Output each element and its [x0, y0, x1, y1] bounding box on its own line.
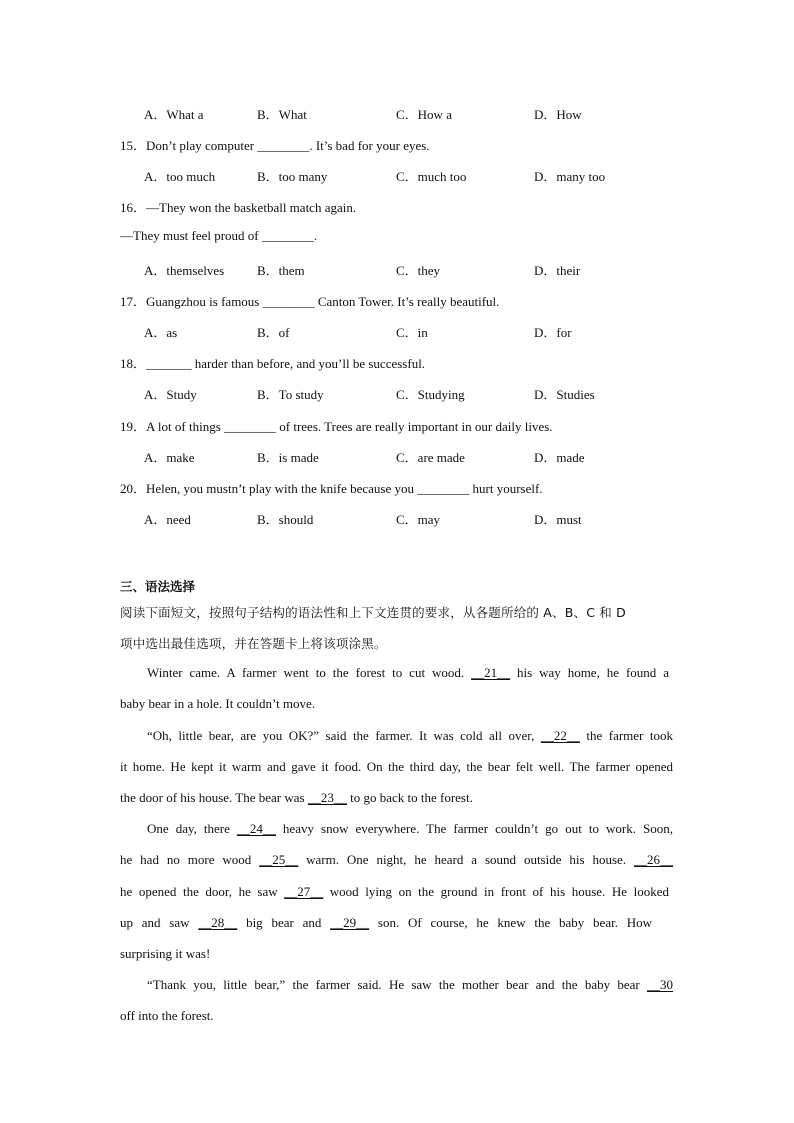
- passage-line: [147, 728, 673, 744]
- passage-text: wood lying on the ground in front of his house. He looked: [323, 884, 669, 899]
- passage-line: [120, 915, 652, 931]
- passage-text: his way home, he found a: [510, 665, 669, 680]
- passage-text: up and saw: [120, 915, 199, 930]
- question-stem-reply: —They must feel proud of ________.: [120, 228, 318, 243]
- answer-option: B．them: [257, 263, 305, 278]
- passage-text: “Oh, little bear, are you OK?” said the farmer. It was cold all over,: [147, 728, 541, 743]
- passage-line: [120, 790, 473, 806]
- answer-blank: __21__: [471, 665, 511, 680]
- answer-option: A．need: [144, 512, 191, 527]
- section-instruction: 项中选出最佳选项，并在答题卡上将该项涂黑。: [120, 636, 387, 651]
- answer-option: C．they: [396, 263, 441, 278]
- answer-option: D．must: [534, 512, 582, 527]
- answer-option: A．themselves: [144, 263, 225, 278]
- question-stem: 19．A lot of things ________ of trees. Trees are really important in our daily lives.: [120, 419, 553, 434]
- answer-blank: __28__: [198, 915, 238, 930]
- q14-option: D．How: [534, 107, 582, 122]
- q14-option: B．What: [257, 107, 307, 122]
- answer-option: B．should: [257, 512, 314, 527]
- answer-option: B．too many: [257, 169, 328, 184]
- passage-text: he had no more wood: [120, 852, 260, 867]
- answer-option: B．of: [257, 325, 290, 340]
- answer-option: B．is made: [257, 450, 319, 465]
- answer-option: D．their: [534, 263, 581, 278]
- answer-option: D．many too: [534, 169, 606, 184]
- q14-option: A．What a: [144, 107, 204, 122]
- question-stem: 15．Don’t play computer ________. It’s bad for your eyes.: [120, 138, 430, 153]
- passage-text: heavy snow everywhere. The farmer couldn’t go out to work. Soon,: [275, 821, 673, 836]
- passage-text: baby bear in a hole. It couldn’t move.: [120, 696, 316, 711]
- passage-line: [120, 946, 210, 962]
- answer-option: A．make: [144, 450, 195, 465]
- passage-line: [120, 852, 673, 868]
- question-stem: 18．_______ harder than before, and you’ll be successful.: [120, 356, 426, 371]
- passage-text: Winter came. A farmer went to the forest to cut wood.: [147, 665, 472, 680]
- passage-text: surprising it was!: [120, 946, 211, 961]
- answer-blank: __24__: [236, 821, 276, 836]
- answer-option: C．much too: [396, 169, 467, 184]
- answer-option: C．are made: [396, 450, 465, 465]
- answer-blank: __27__: [284, 884, 324, 899]
- passage-line: [147, 665, 669, 681]
- passage-text: son. Of course, he knew the baby bear. How: [369, 915, 652, 930]
- answer-option: B．To study: [257, 387, 324, 402]
- passage-text: it home. He kept it warm and gave it food. On the third day, the bear felt well. The farmer opened: [120, 759, 673, 774]
- q14-option: C．How a: [396, 107, 452, 122]
- passage-line: [120, 759, 673, 775]
- passage-text: to go back to the forest.: [346, 790, 473, 805]
- answer-option: C．may: [396, 512, 441, 527]
- answer-blank: __29__: [330, 915, 370, 930]
- answer-blank: __23__: [307, 790, 347, 805]
- passage-text: off into the forest.: [120, 1008, 214, 1023]
- answer-option: A．as: [144, 325, 178, 340]
- passage-text: the door of his house. The bear was: [120, 790, 308, 805]
- answer-blank: __26__: [634, 852, 673, 867]
- answer-option: C．Studying: [396, 387, 465, 402]
- passage-line: [147, 821, 673, 837]
- answer-blank: __22__: [540, 728, 580, 743]
- passage-text: he opened the door, he saw: [120, 884, 285, 899]
- passage-text: One day, there: [147, 821, 237, 836]
- answer-option: C．in: [396, 325, 428, 340]
- answer-option: D．made: [534, 450, 585, 465]
- passage-text: warm. One night, he heard a sound outside his house.: [298, 852, 634, 867]
- passage-text: big bear and: [237, 915, 331, 930]
- answer-option: A．Study: [144, 387, 197, 402]
- question-stem: 17．Guangzhou is famous ________ Canton Tower. It’s really beautiful.: [120, 294, 500, 309]
- passage-line: [147, 977, 673, 993]
- answer-option: D．for: [534, 325, 572, 340]
- passage-text: “Thank you, little bear,” the farmer said. He saw the mother bear and the baby bear: [147, 977, 647, 992]
- answer-option: A．too much: [144, 169, 216, 184]
- passage-line: [120, 1008, 214, 1024]
- question-stem: 16．—They won the basketball match again.: [120, 200, 357, 215]
- answer-blank: __25__: [259, 852, 299, 867]
- passage-line: [120, 884, 669, 900]
- passage-line: [120, 696, 315, 712]
- answer-blank: __30: [647, 977, 673, 992]
- passage-text: the farmer took: [579, 728, 673, 743]
- section-instruction: 阅读下面短文，按照句子结构的语法性和上下文连贯的要求，从各题所给的 A、B、C 和 D: [120, 605, 627, 620]
- question-stem: 20．Helen, you mustn’t play with the knife because you ________ hurt yourself.: [120, 481, 543, 496]
- answer-option: D．Studies: [534, 387, 595, 402]
- section-title: 三、语法选择: [120, 579, 196, 594]
